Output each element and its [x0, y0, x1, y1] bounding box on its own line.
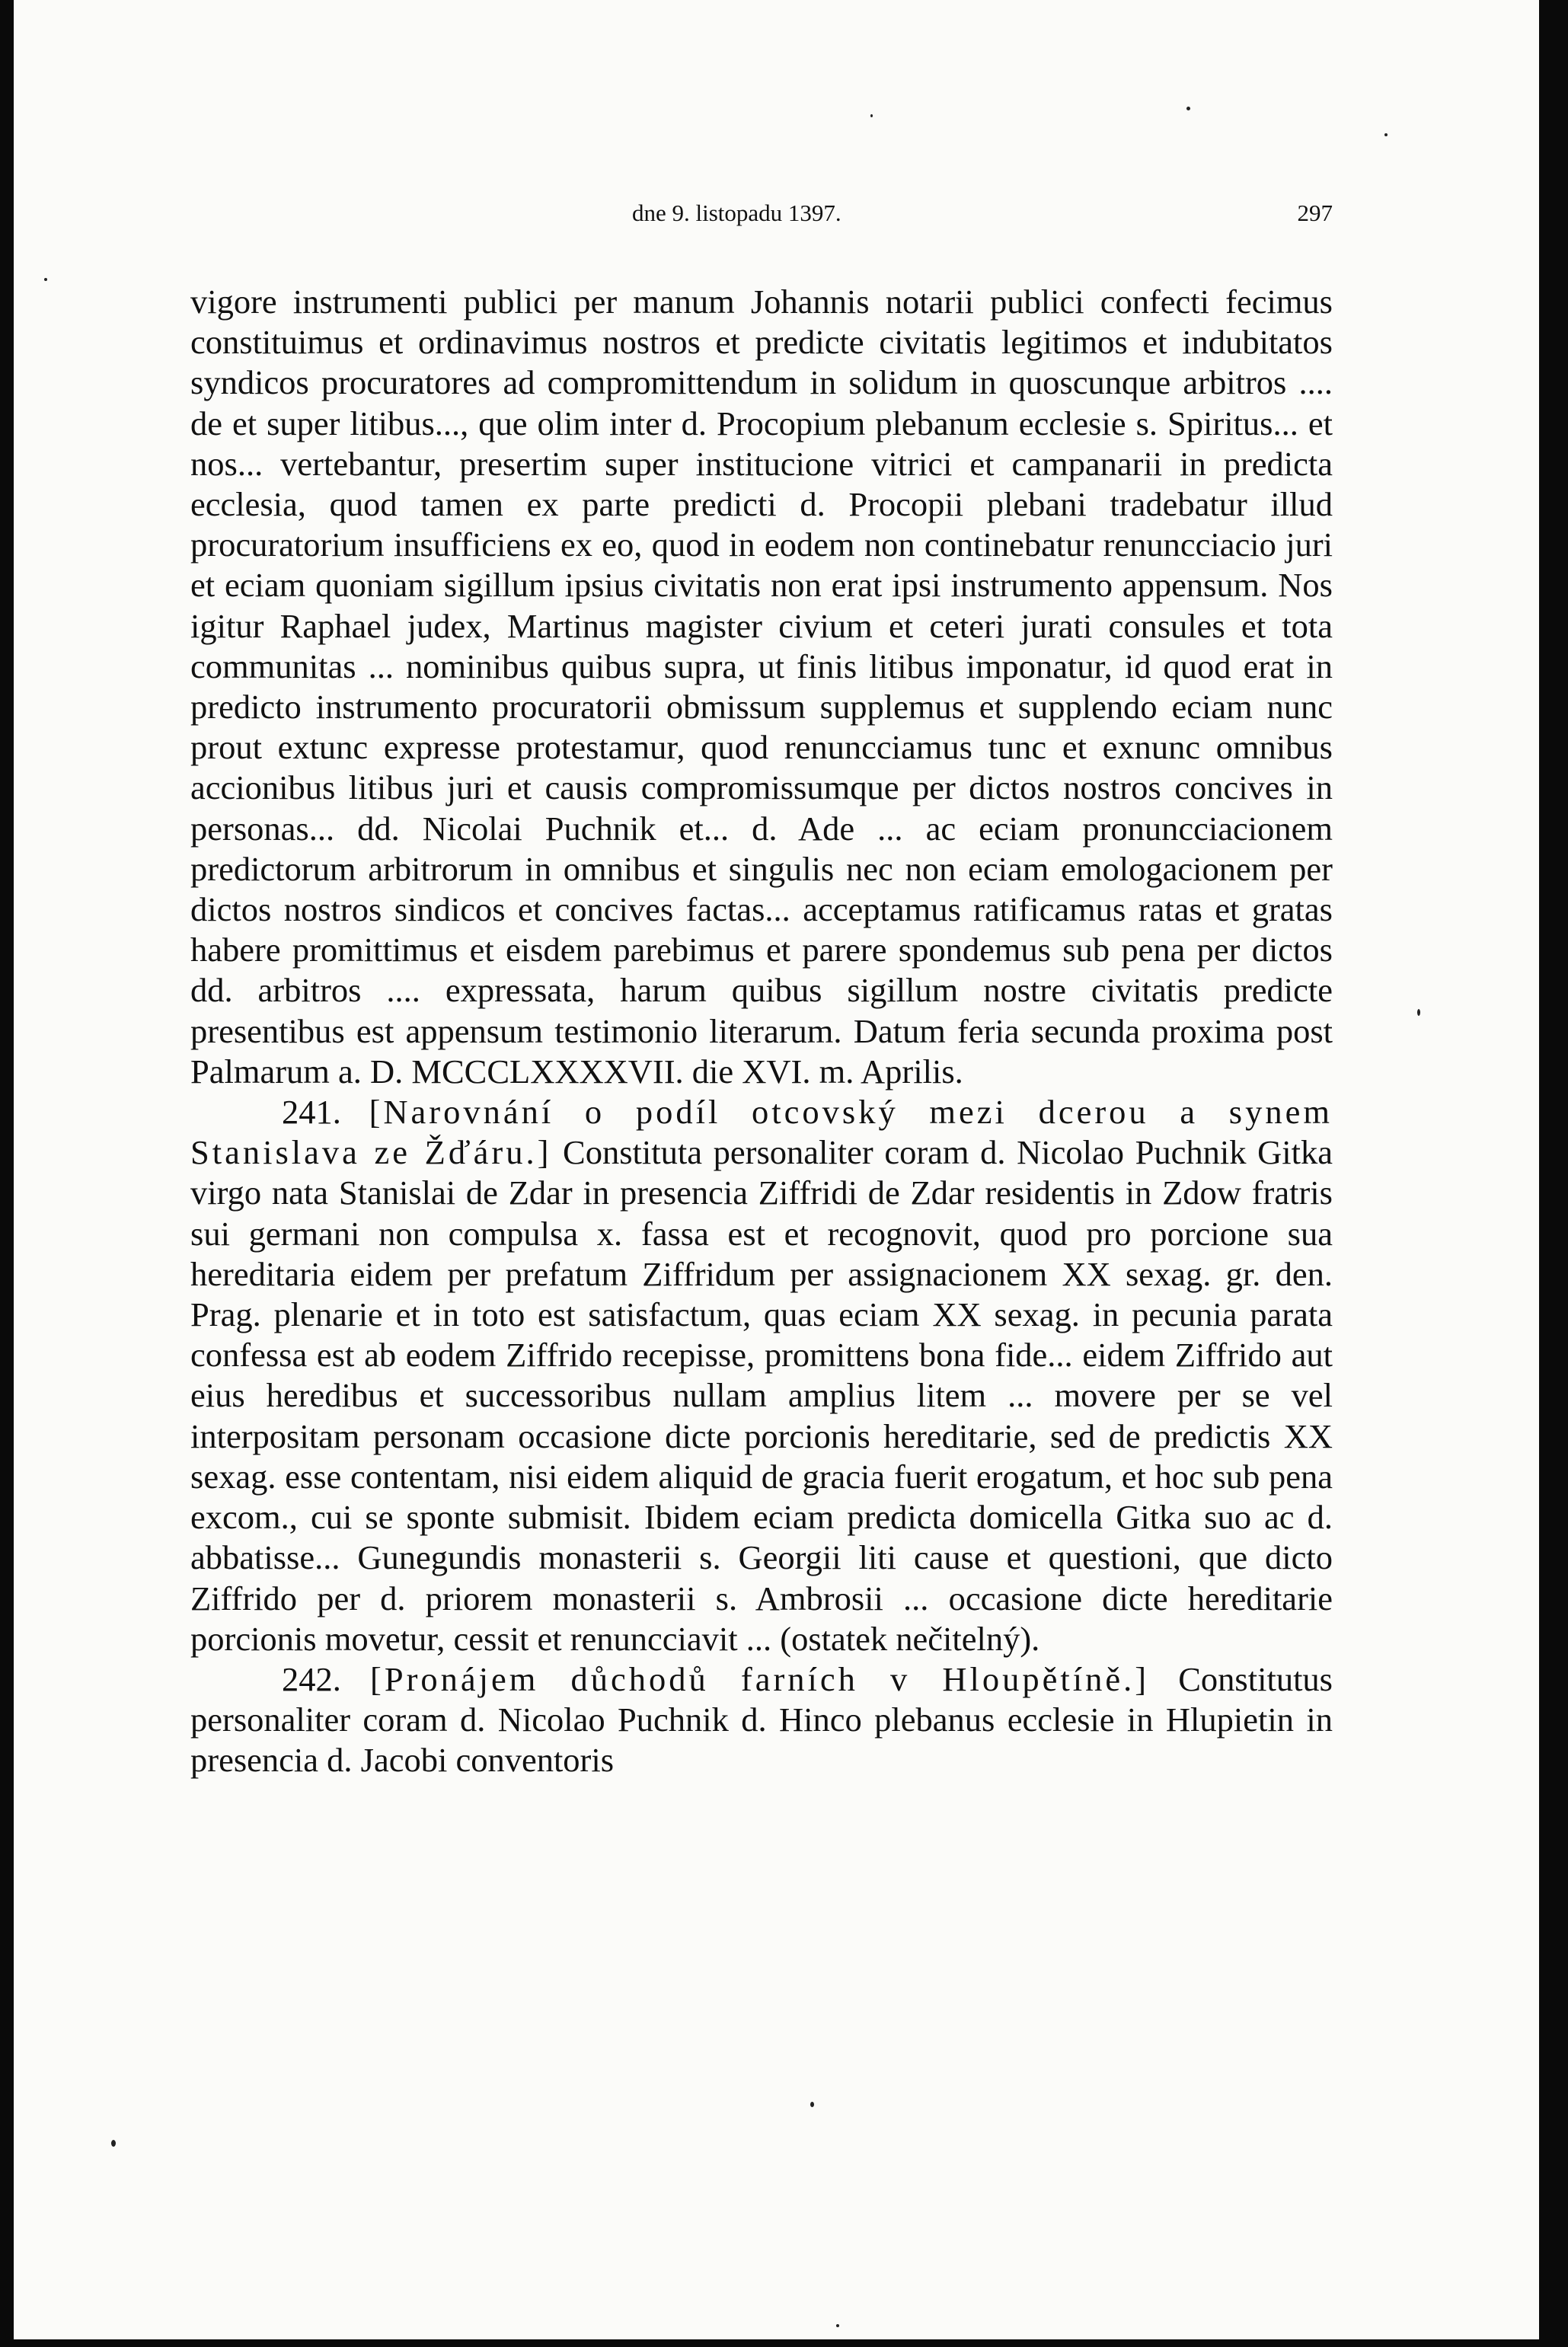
entry-number: 241.: [282, 1093, 341, 1132]
entry-number: 242.: [282, 1659, 341, 1698]
body-text: [190, 282, 1333, 1781]
entry-text: Constituta personaliter coram d. Nicolao Puchnik Gitka virgo nata Stanislai de Zdar in presencia Ziffridi de Zdar residentis in Zdow fratris sui germani non compulsa x. fassa est et recognovit, quod pro porcione sua hereditaria eidem per prefatum Ziffridum per assignacionem XX sexag. gr. den. Prag. plenarie et in toto est satisfactum, quas eciam XX sexag. in pecunia parata confessa est ab eodem Ziffrido recepisse, promittens bona fide... eidem Ziffrido aut eius heredibus et successoribus nullam amplius litem ... movere per se vel interpositam personam occasione dicte porcionis hereditarie, sed de predictis XX sexag. esse contentam, nisi eidem aliquid de gracia fuerit erogatum, et hoc sub pena excom., cui se sponte submisit. Ibidem eciam predicta domicella Gitka suo ac d. abbatisse... Gunegundis monasterii s. Georgii liti cause et questioni, que dicto Ziffrido per d. priorem monasterii s. Ambrosii ... occasione dicte hereditarie porcionis movetur, cessit et renuncciavit ... (ostatek nečitelný).: [190, 1133, 1333, 1658]
page-number: 297: [1297, 200, 1333, 226]
ink-speck: [1417, 1009, 1420, 1016]
entry-242: [190, 1659, 1333, 1781]
ink-speck: [870, 114, 873, 117]
ink-speck: [44, 278, 47, 281]
scan-border-bottom: [0, 2339, 1568, 2347]
running-title: dne 9. listopadu 1397.: [632, 200, 841, 226]
entry-heading: [Pronájem důchodů farních v Hloupětíně.]: [370, 1659, 1150, 1698]
entry-text: Constitutus personaliter coram d. Nicolao Puchnik d. Hinco plebanus ecclesie in Hlupietin in presencia d. Jacobi conventoris: [190, 1659, 1333, 1780]
scan-border-right: [1539, 0, 1568, 2347]
entry-heading: [Narovnání o podíl otcovský mezi dcerou a synem Stanislava ze Žďáru.]: [190, 1093, 1333, 1172]
ink-speck: [810, 2102, 814, 2107]
ink-speck: [836, 2324, 839, 2327]
continuation-paragraph: vigore instrumenti publici per manum Johannis notarii publici confecti fecimus constituimus et ordinavimus nostros et predicte civitatis legitimos et indubitatos syndicos procuratores ad compromittendum in solidum in quoscunque arbitros .... de et super litibus..., que olim inter d. Procopium plebanum ecclesie s. Spiritus... et nos... vertebantur, presertim super institucione vitrici et campanarii in predicta ecclesia, quod tamen ex parte predicti d. Procopii plebani tradebatur illud procuratorium insufficiens ex eo, quod in eodem non continebatur renuncciacio juri et eciam quoniam sigillum ipsius civitatis non erat ipsi instrumento appensum. Nos igitur Raphael judex, Martinus magister civium et ceteri jurati consules et tota communitas ... nominibus quibus supra, ut finis litibus imponatur, id quod erat in predicto instrumento procuratorii obmissum supplemus et supplendo eciam nunc prout extunc expresse protestamur, quod renuncciamus tunc et exnunc omnibus accionibus litibus juri et causis compromissumque per dictos nostros concives in personas... dd. Nicolai Puchnik et... d. Ade ... ac eciam pronuncciacionem predictorum arbitrorum in omnibus et singulis nec non eciam emologacionem per dictos nostros sindicos et concives factas... acceptamus ratificamus ratas et gratas habere promittimus et eisdem parebimus et parere spondemus sub pena per dictos dd. arbitros .... expressata, harum quibus sigillum nostre civitatis predicte presentibus est appensum testimonio literarum. Datum feria secunda proxima post Palmarum a. D. MCCCLXXXXVII. die XVI. m. Aprilis.: [190, 283, 1333, 1090]
entry-241: [190, 1092, 1333, 1659]
running-header: [190, 200, 1333, 233]
ink-speck: [111, 2140, 116, 2147]
ink-speck: [1186, 107, 1190, 110]
scan-border-left: [0, 0, 14, 2347]
ink-speck: [1384, 133, 1388, 136]
